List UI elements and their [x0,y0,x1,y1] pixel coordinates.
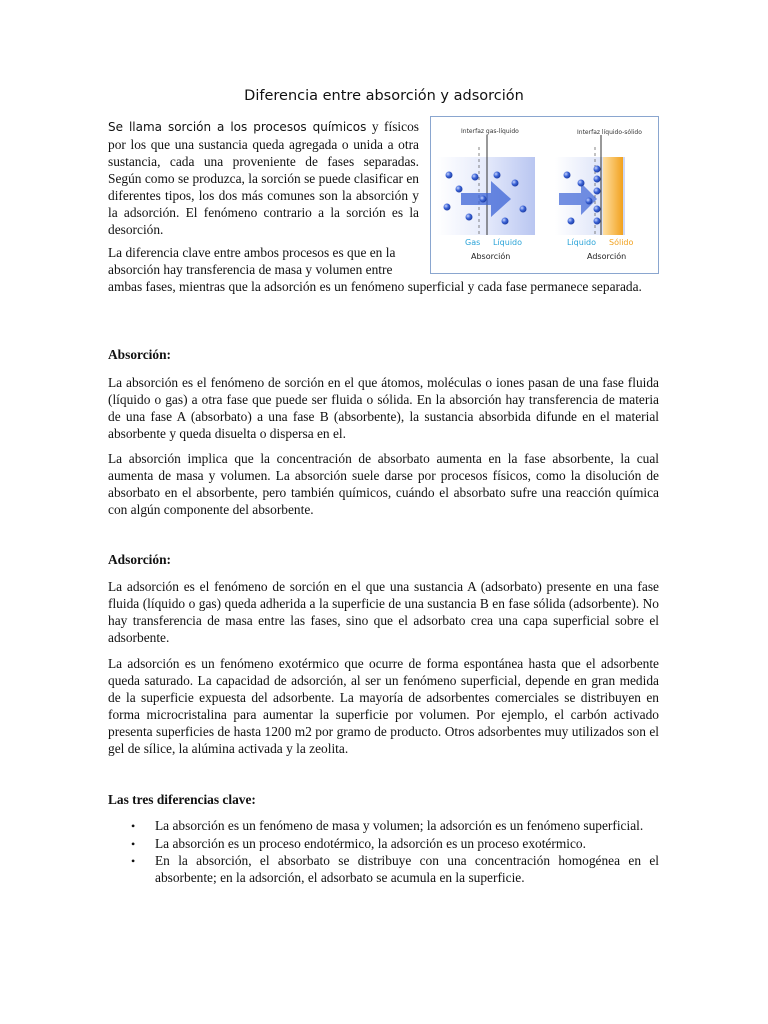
solid-label: Sólido [609,238,634,247]
document-title: Diferencia entre absorción y adsorción [244,88,524,104]
absorption-label: Absorción [471,252,511,261]
adsorcion-paragraph-1: La adsorción es el fenómeno de sorción en el que una sustancia A (adsorbato) presente en una fase fluida (líquido o gas) queda adherida a la superficie de una sustancia B en fase sólida (adsorbente). No hay transferencia de masa entre las fases, sino que el adsorbato crea una capa superficial sobre el adsorbente. [108,579,659,645]
liquid2-label: Líquido [567,238,597,247]
bullet-icon: • [131,854,136,868]
key-difference-line1: La diferencia clave entre ambos procesos es que en la [108,245,396,260]
diferencias-list [108,818,659,887]
key-difference-rest: ambas fases, mientras que la adsorción es un fenómeno superficial y cada fase permanece separada. [108,279,642,294]
diferencias-heading: Las tres diferencias clave: [108,792,256,807]
absorcion-heading: Absorción: [108,347,171,362]
bullet-icon: • [131,819,136,833]
solid-panel [603,157,623,235]
list-item: • La absorción es un proceso endotérmico, la adsorción es un proceso exotérmico. [131,835,586,851]
list-item: • La absorción es un fenómeno de masa y volumen; la adsorción es un fenómeno superficial. [131,818,644,833]
list-item: • En la absorción, el absorbato se distribuye con una concentración homogénea en el absorbente; en la adsorción, el adsorbato se acumula en la superficie. [131,853,659,885]
key-difference-line2: absorción hay transferencia de masa y volumen entre [108,262,393,277]
bullet-icon: • [131,836,136,851]
absorcion-paragraph-1: La absorción es el fenómeno de sorción en el que átomos, moléculas o iones pasan de una fase fluida (líquido o gas) a otra fase que puede ser fluida o sólida. En la absorción hay transferencia de materia de una fase A (absorbato) a una fase B (absorbente), la sustancia absorbida difunde en el material absorbente y queda disuelta o dispersa en el. [108,375,659,441]
intro-lead: Se llama sorción a los procesos químicos [108,120,367,134]
sorption-diagram [431,117,658,273]
liquid-label: Líquido [493,238,523,247]
left-caption: Interfaz gas-líquido [461,128,519,135]
adsorption-label: Adsorción [587,252,627,261]
right-caption: Interfaz líquido-sólido [577,129,642,136]
adsorcion-heading: Adsorción: [108,552,171,567]
gas-label: Gas [465,238,481,247]
intro-paragraph [108,118,419,238]
absorcion-paragraph-2: La absorción implica que la concentración de absorbato aumenta en la fase absorbente, la cual aumenta de masa y volumen. La absorción suele darse por procesos físicos, como la disolución de absorbato en el absorbente, pero también químicos, cuándo el absorbato sufre una reacción química con algún componente del absorbente. [108,451,659,517]
sorption-figure [430,116,659,274]
adsorcion-paragraph-2: La adsorción es un fenómeno exotérmico que ocurre de forma espontánea hasta que el adsorbente queda saturado. La capacidad de adsorción, al ser un fenómeno superficial, depende en gran medida de la superficie expuesta del adsorbente. La mayoría de adsorbentes comerciales se distribuyen en forma microcristalina para aumentar la superficie por volumen. Por ejemplo, el carbón activado presenta superficies de hasta 1200 m2 por gramo de producto. Otros adsorbentes muy utilizados son el gel de sílice, la alúmina activada y la zeolita. [108,656,659,756]
intro-rest: y físicos por los que una sustancia queda agregada o unida a otra sustancia, cada una proveniente de fases separadas. Según como se produzca, la sorción se puede clasificar en diferentes tipos, los dos más comunes son la absorción y la adsorción. El fenómeno contrario a la sorción es la desorción. [108,119,419,237]
